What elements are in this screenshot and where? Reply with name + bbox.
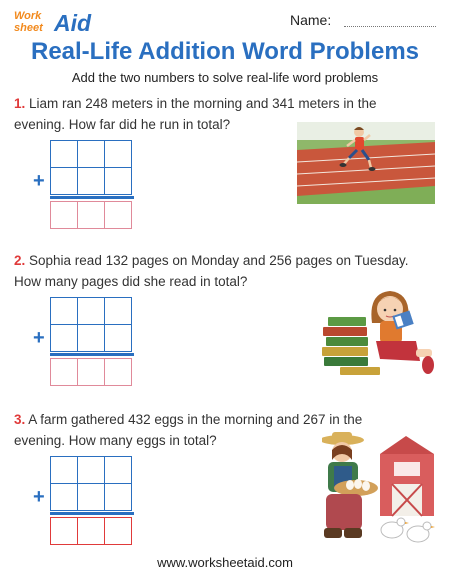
problem-2-plus-sign: + bbox=[33, 327, 45, 349]
digit-cell[interactable] bbox=[104, 483, 132, 511]
answer-cell[interactable] bbox=[77, 517, 105, 545]
answer-cell[interactable] bbox=[104, 201, 132, 229]
problem-3-answer-grid bbox=[50, 456, 134, 545]
worksheetaid-logo bbox=[14, 10, 100, 40]
problem-1-question: Liam ran 248 meters in the morning and 341 meters in the evening. How far did he run in total? bbox=[14, 96, 377, 132]
digit-cell[interactable] bbox=[50, 483, 78, 511]
problem-1-plus-sign: + bbox=[33, 170, 45, 192]
problem-1-number: 1. bbox=[14, 96, 26, 111]
digit-cell[interactable] bbox=[50, 297, 78, 325]
reading-girl-icon bbox=[320, 283, 436, 379]
answer-cell[interactable] bbox=[50, 517, 78, 545]
problem-1-answer-grid bbox=[50, 140, 134, 229]
answer-cell[interactable] bbox=[104, 358, 132, 386]
problem-2-answer-grid bbox=[50, 297, 134, 386]
digit-cell[interactable] bbox=[104, 140, 132, 168]
problem-3-question: A farm gathered 432 eggs in the morning and 267 in the evening. How many eggs in total? bbox=[14, 412, 363, 448]
digit-cell[interactable] bbox=[77, 167, 105, 195]
problem-2-question: Sophia read 132 pages on Monday and 256 pages on Tuesday. How many pages did she read in total? bbox=[14, 253, 409, 289]
answer-cell[interactable] bbox=[77, 358, 105, 386]
digit-cell[interactable] bbox=[77, 456, 105, 484]
answer-cell[interactable] bbox=[104, 517, 132, 545]
logo-text-aid: Aid bbox=[54, 10, 92, 36]
digit-cell[interactable] bbox=[104, 297, 132, 325]
digit-cell[interactable] bbox=[77, 324, 105, 352]
digit-cell[interactable] bbox=[50, 456, 78, 484]
problem-3-plus-sign: + bbox=[33, 486, 45, 508]
page-title: Real-Life Addition Word Problems bbox=[30, 38, 420, 65]
digit-cell[interactable] bbox=[104, 167, 132, 195]
digit-cell[interactable] bbox=[50, 324, 78, 352]
digit-cell[interactable] bbox=[77, 140, 105, 168]
name-field[interactable] bbox=[290, 12, 440, 30]
name-label: Name: bbox=[290, 12, 332, 28]
digit-cell[interactable] bbox=[104, 324, 132, 352]
problem-2-number: 2. bbox=[14, 253, 26, 268]
digit-cell[interactable] bbox=[104, 456, 132, 484]
farmer-eggs-icon bbox=[322, 432, 438, 546]
digit-cell[interactable] bbox=[77, 483, 105, 511]
digit-cell[interactable] bbox=[77, 297, 105, 325]
sum-line bbox=[50, 196, 134, 199]
footer-website: www.worksheetaid.com bbox=[157, 555, 293, 570]
problem-3-number: 3. bbox=[14, 412, 26, 427]
logo-text-work: Work bbox=[14, 10, 42, 22]
digit-cell[interactable] bbox=[50, 167, 78, 195]
answer-cell[interactable] bbox=[50, 201, 78, 229]
answer-cell[interactable] bbox=[50, 358, 78, 386]
running-boy-icon bbox=[297, 122, 435, 204]
answer-cell[interactable] bbox=[77, 201, 105, 229]
sum-line bbox=[50, 512, 134, 515]
digit-cell[interactable] bbox=[50, 140, 78, 168]
name-blank-line[interactable] bbox=[344, 26, 436, 27]
page-subtitle: Add the two numbers to solve real-life word problems bbox=[71, 70, 379, 85]
sum-line bbox=[50, 353, 134, 356]
logo-text-sheet: sheet bbox=[14, 22, 43, 34]
